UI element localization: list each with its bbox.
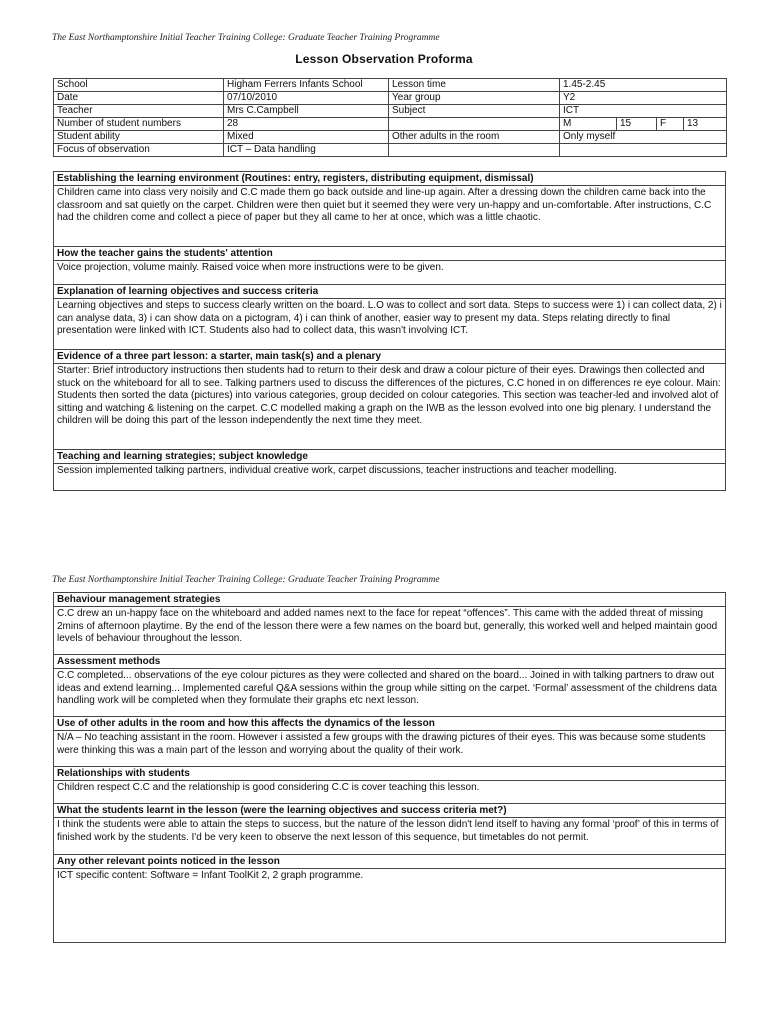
subject-value: ICT xyxy=(560,105,727,118)
num-students-label: Number of student numbers xyxy=(54,118,224,131)
teacher-label: Teacher xyxy=(54,105,224,118)
focus-label: Focus of observation xyxy=(54,144,224,157)
section-title: Assessment methods xyxy=(54,655,725,669)
year-group-label: Year group xyxy=(389,92,560,105)
subject-label: Subject xyxy=(389,105,560,118)
section-title: Any other relevant points noticed in the lesson xyxy=(54,855,725,869)
teacher-value: Mrs C.Campbell xyxy=(224,105,389,118)
section-body: C.C completed... observations of the eye colour pictures as they were collected and shared on the board... Joined in with talking partners to draw out ideas and extend learning... Implemented careful Q&A sessions within the group while sitting on the carpet. ‘Formal’ assessment of the childrens data handling work will be completed when they formulate their graphs etc next lesson. xyxy=(54,669,725,717)
section-title: How the teacher gains the students' attention xyxy=(54,247,725,261)
date-value: 07/10/2010 xyxy=(224,92,389,105)
school-label: School xyxy=(54,79,224,92)
section-title: Relationships with students xyxy=(54,767,725,781)
ability-value: Mixed xyxy=(224,131,389,144)
other-adults-value: Only myself xyxy=(560,131,727,144)
lesson-time-label: Lesson time xyxy=(389,79,560,92)
section-three-part-lesson xyxy=(54,350,725,450)
section-body: N/A – No teaching assistant in the room. However i assisted a few groups with the drawing pictures of their eyes. This was because some students were thinking this was a main part of the lesson and worrying about the quality of their work. xyxy=(54,731,725,767)
table-row xyxy=(54,79,727,92)
section-students-learnt xyxy=(54,804,725,855)
male-count: 15 xyxy=(617,118,657,131)
section-learning-environment xyxy=(54,172,725,247)
female-count: 13 xyxy=(684,118,727,131)
other-adults-label: Other adults in the room xyxy=(389,131,560,144)
section-body: Voice projection, volume mainly. Raised voice when more instructions were to be given. xyxy=(54,261,725,285)
college-header: The East Northamptonshire Initial Teacher Training College: Graduate Teacher Training Programme xyxy=(52,575,440,585)
focus-value: ICT – Data handling xyxy=(224,144,389,157)
section-learning-objectives xyxy=(54,285,725,350)
lesson-info-table xyxy=(53,78,727,157)
lesson-time-value: 1.45-2.45 xyxy=(560,79,727,92)
ability-label: Student ability xyxy=(54,131,224,144)
document-title: Lesson Observation Proforma xyxy=(295,52,473,66)
section-body: I think the students were able to attain the steps to success, but the nature of the lesson didn't lend itself to having any formal ‘proof’ of this in terms of finished work by the students. I'd be very keen to observe the next lesson of this sequence, but timetables do not permit. xyxy=(54,818,725,855)
section-body: Learning objectives and steps to success clearly written on the board. L.O was to collect and sort data. Steps to success were 1) i can collect data, 2) i can analyse data, 3) i can show data on a pictogram, 4) i can think of another, easier way to present my data. Steps relating directly to final presentation were linked with ICT. Students also had to collect data, this wasn't involving ICT. xyxy=(54,299,725,350)
section-teaching-strategies xyxy=(54,450,725,493)
table-row xyxy=(54,118,727,131)
section-title: Explanation of learning objectives and success criteria xyxy=(54,285,725,299)
section-behaviour-management xyxy=(54,593,725,655)
num-students-value: 28 xyxy=(224,118,389,131)
table-row xyxy=(54,131,727,144)
female-label: F xyxy=(657,118,684,131)
section-relationships xyxy=(54,767,725,804)
section-title: Evidence of a three part lesson: a starter, main task(s) and a plenary xyxy=(54,350,725,364)
school-value: Higham Ferrers Infants School xyxy=(224,79,389,92)
blank-cell xyxy=(389,118,560,131)
section-body: Starter: Brief introductory instructions then students had to return to their desk and draw a colour picture of their eyes. Drawings then collected and stuck on the whiteboard for all to see. Talking partners used to discuss the differences of the pictures, C.C honed in on differences re eye colour. Main: Students then sorted the data (pictures) into various categories, group decided on colour categories. This section was teacher-led and involved alot of sitting and watching & listening on the carpet. C.C modelled making a graph on the IWB as the lesson evolved into one big plenary. I understand the children will be doing this part of the lesson independently the next time they meet. xyxy=(54,364,725,450)
table-row xyxy=(54,105,727,118)
observation-sections-page1 xyxy=(53,171,726,491)
college-header: The East Northamptonshire Initial Teacher Training College: Graduate Teacher Training Programme xyxy=(52,33,440,43)
table-row xyxy=(54,144,727,157)
section-title: What the students learnt in the lesson (were the learning objectives and success criteria met?) xyxy=(54,804,725,818)
section-body: C.C drew an un-happy face on the whiteboard and added names next to the face for repeat “offences”. This came with the added threat of missing 2mins of afternoon playtime. By the end of the lesson there were a few names on the board but, generally, this worked well and helped maintain good levels of behaviour throughout the lesson. xyxy=(54,607,725,655)
section-body: ICT specific content: Software = Infant ToolKit 2, 2 graph programme. xyxy=(57,870,364,881)
section-other-points xyxy=(54,855,725,932)
blank-cell xyxy=(560,144,727,157)
section-title: Establishing the learning environment (Routines: entry, registers, distributing equipment, dismissal) xyxy=(54,172,725,186)
date-label: Date xyxy=(54,92,224,105)
section-title: Teaching and learning strategies; subject knowledge xyxy=(54,450,725,464)
blank-cell xyxy=(389,144,560,157)
observation-sections-page2 xyxy=(53,592,726,943)
section-other-adults xyxy=(54,717,725,767)
section-body: Children came into class very noisily and C.C made them go back outside and line-up again. After a dressing down the children came back into the classroom and sat quietly on the carpet. Children were then quiet but it seemed they were very un-happy and un-comfortable. After instructions, C.C had the children come and collect a piece of paper but they all came to her at once, which was a little chaotic. xyxy=(54,186,725,247)
year-group-value: Y2 xyxy=(560,92,727,105)
section-body: Session implemented talking partners, individual creative work, carpet discussions, teacher instructions and teacher modelling. xyxy=(57,465,617,476)
section-title: Use of other adults in the room and how this affects the dynamics of the lesson xyxy=(54,717,725,731)
section-body: Children respect C.C and the relationship is good considering C.C is cover teaching this lesson. xyxy=(54,781,725,804)
male-label: M xyxy=(560,118,617,131)
section-gaining-attention xyxy=(54,247,725,285)
section-assessment-methods xyxy=(54,655,725,717)
table-row xyxy=(54,92,727,105)
section-title: Behaviour management strategies xyxy=(54,593,725,607)
